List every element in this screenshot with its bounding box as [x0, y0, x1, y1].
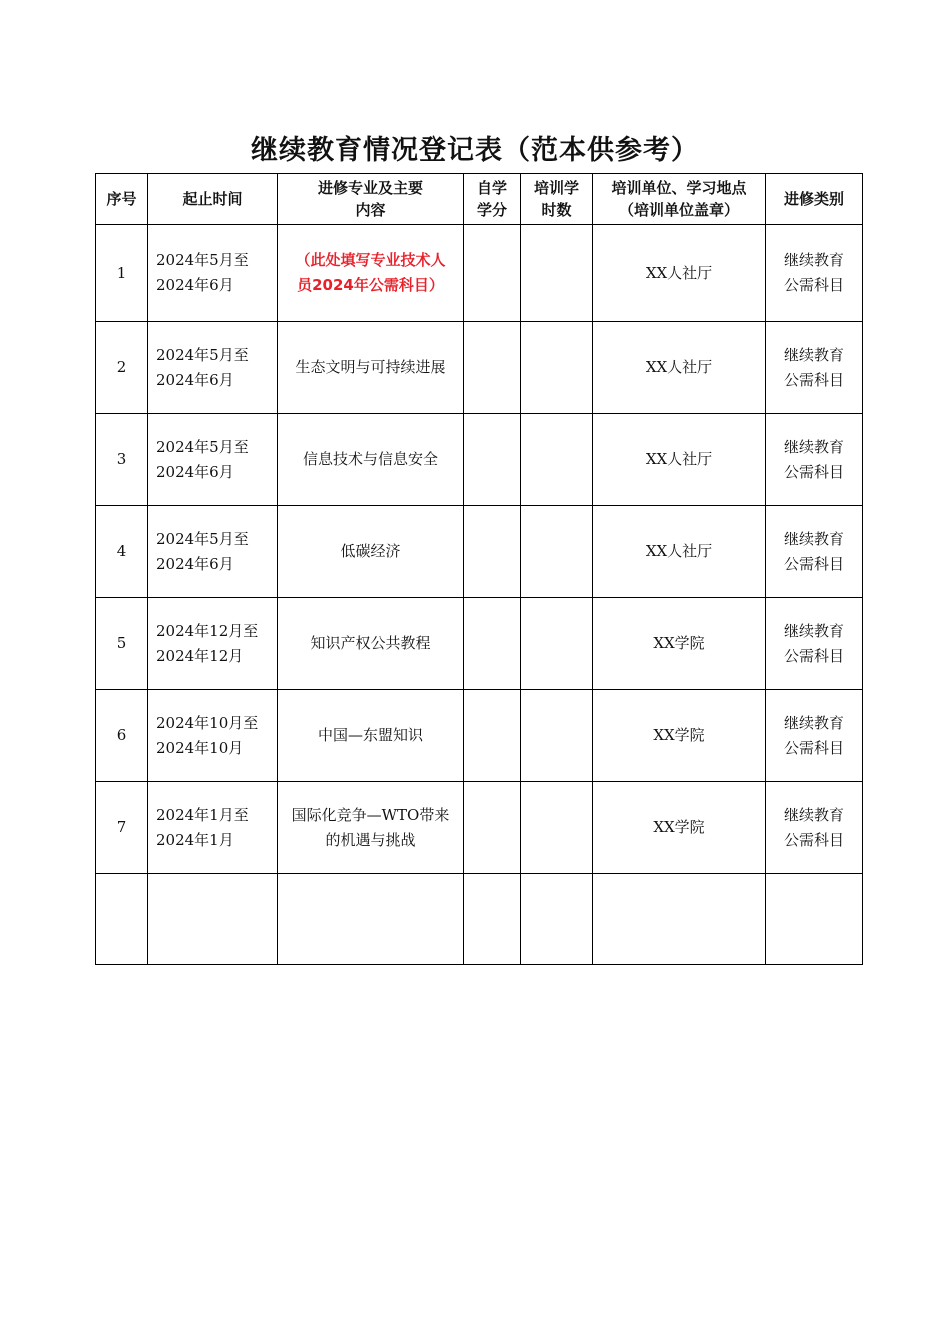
category-line: 公需科目: [783, 370, 844, 389]
cell-self-credits: [464, 322, 521, 414]
period-start: 2024年5月至: [156, 345, 249, 364]
cell-self-credits: [464, 225, 521, 322]
cell-period: [148, 414, 278, 506]
period-start: 2024年10月至: [156, 713, 259, 732]
cell-period: [148, 598, 278, 690]
cell-seq: 3: [96, 414, 148, 506]
cell-self-credits: [464, 506, 521, 598]
cell-content: [278, 506, 464, 598]
cell-unit: XX学院: [593, 690, 766, 782]
content-line: 中国—东盟知识: [317, 726, 423, 744]
period-start: 2024年12月至: [156, 621, 259, 640]
table-row: [96, 414, 863, 506]
cell-content-note: [278, 225, 464, 322]
header-row: [96, 174, 863, 225]
content-line: 生态文明与可持续进展: [295, 358, 446, 376]
period-end: 2024年6月: [156, 554, 234, 573]
table-row: [96, 690, 863, 782]
cell-training-hours: [521, 598, 593, 690]
period-start: 2024年5月至: [156, 529, 249, 548]
header-period: 起止时间: [148, 174, 278, 225]
page-title: 继续教育情况登记表（范本供参考）: [251, 135, 699, 166]
empty-cell: [766, 874, 863, 965]
cell-seq: 6: [96, 690, 148, 782]
cell-period: [148, 322, 278, 414]
cell-content: [278, 322, 464, 414]
cell-period: [148, 782, 278, 874]
category-line: 公需科目: [783, 462, 844, 481]
category-line: 继续教育: [783, 251, 844, 269]
cell-self-credits: [464, 414, 521, 506]
header-content: [278, 174, 464, 225]
empty-cell: [464, 874, 521, 965]
cell-seq: 4: [96, 506, 148, 598]
table-row: [96, 598, 863, 690]
header-training-hours-line: 培训学: [533, 179, 579, 197]
empty-table-row: [96, 874, 863, 965]
header-unit: [593, 174, 766, 225]
empty-cell: [148, 874, 278, 965]
header-self-credits-line: 学分: [476, 201, 507, 219]
cell-seq: 7: [96, 782, 148, 874]
header-content-line: 进修专业及主要: [317, 179, 423, 197]
category-line: 继续教育: [783, 437, 844, 456]
empty-cell: [96, 874, 148, 965]
cell-unit: XX学院: [593, 598, 766, 690]
header-training-hours: [521, 174, 593, 225]
cell-seq: 1: [96, 225, 148, 322]
header-unit-line: （培训单位盖章）: [618, 201, 739, 219]
period-start: 2024年5月至: [156, 251, 249, 269]
table-row: [96, 506, 863, 598]
table-row: [96, 782, 863, 874]
cell-period: [148, 225, 278, 322]
period-end: 2024年10月: [156, 738, 244, 757]
category-line: 公需科目: [783, 554, 844, 573]
cell-category: [766, 322, 863, 414]
content-line: 知识产权公共教程: [310, 634, 431, 652]
cell-content: [278, 598, 464, 690]
cell-category: [766, 414, 863, 506]
category-line: 继续教育: [783, 805, 844, 824]
category-line: 公需科目: [783, 276, 844, 294]
cell-self-credits: [464, 690, 521, 782]
cell-self-credits: [464, 598, 521, 690]
category-line: 继续教育: [783, 713, 844, 732]
header-self-credits: [464, 174, 521, 225]
cell-training-hours: [521, 782, 593, 874]
category-line: 公需科目: [783, 738, 844, 757]
content-line: （此处填写专业技术人: [295, 251, 446, 269]
header-seq: 序号: [96, 174, 148, 225]
header-training-hours-line: 时数: [541, 201, 572, 219]
cell-training-hours: [521, 690, 593, 782]
header-self-credits-line: 自学: [476, 179, 507, 197]
cell-training-hours: [521, 506, 593, 598]
category-line: 继续教育: [783, 345, 844, 364]
category-line: 公需科目: [783, 830, 844, 849]
empty-cell: [593, 874, 766, 965]
period-end: 2024年6月: [156, 276, 234, 294]
cell-seq: 5: [96, 598, 148, 690]
header-category: 进修类别: [766, 174, 863, 225]
content-line: 的机遇与挑战: [325, 830, 416, 849]
cell-content: [278, 690, 464, 782]
cell-period: [148, 690, 278, 782]
cell-category: [766, 598, 863, 690]
content-line: 员2024年公需科目）: [297, 276, 444, 294]
cell-unit: XX人社厅: [593, 414, 766, 506]
table-row: [96, 322, 863, 414]
cell-category: [766, 782, 863, 874]
cell-category: [766, 506, 863, 598]
period-end: 2024年6月: [156, 462, 234, 481]
table-row: [96, 225, 863, 322]
category-line: 继续教育: [783, 621, 844, 640]
period-end: 2024年12月: [156, 646, 244, 665]
period-start: 2024年1月至: [156, 805, 249, 824]
header-unit-line: 培训单位、学习地点: [611, 179, 747, 197]
cell-unit: XX人社厅: [593, 322, 766, 414]
category-line: 公需科目: [783, 646, 844, 665]
cell-period: [148, 506, 278, 598]
cell-category: [766, 690, 863, 782]
content-line: 低碳经济: [340, 542, 401, 560]
registration-table: [95, 173, 863, 965]
cell-training-hours: [521, 225, 593, 322]
empty-cell: [521, 874, 593, 965]
period-start: 2024年5月至: [156, 437, 249, 456]
cell-category: [766, 225, 863, 322]
cell-unit: XX人社厅: [593, 506, 766, 598]
header-content-line: 内容: [355, 201, 386, 219]
cell-self-credits: [464, 782, 521, 874]
category-line: 继续教育: [783, 529, 844, 548]
cell-seq: 2: [96, 322, 148, 414]
cell-training-hours: [521, 414, 593, 506]
period-end: 2024年1月: [156, 830, 234, 849]
cell-content: [278, 414, 464, 506]
empty-cell: [278, 874, 464, 965]
cell-unit: XX学院: [593, 782, 766, 874]
content-line: 信息技术与信息安全: [302, 450, 438, 468]
cell-unit: XX人社厅: [593, 225, 766, 322]
cell-training-hours: [521, 322, 593, 414]
period-end: 2024年6月: [156, 370, 234, 389]
cell-content: [278, 782, 464, 874]
content-line: 国际化竞争—WTO带来: [291, 805, 450, 824]
